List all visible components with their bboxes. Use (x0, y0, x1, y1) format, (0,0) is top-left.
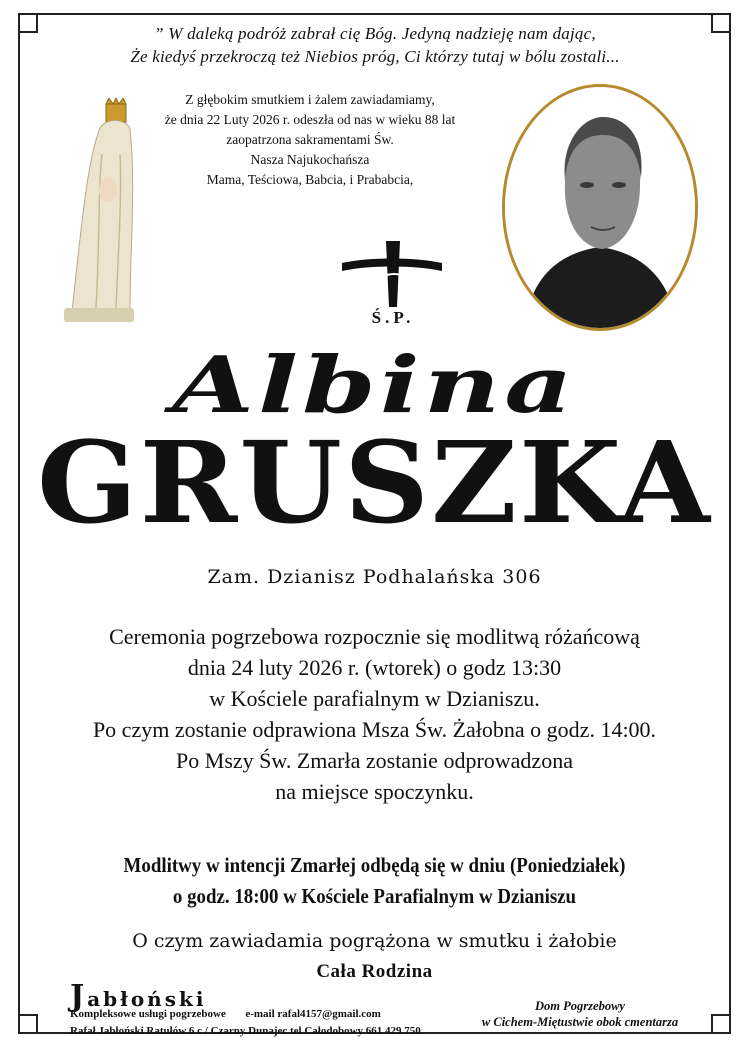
poem-line-2: Że kiedyś przekroczą też Niebios próg, Ci którzy tutaj w bólu zostali... (130, 47, 620, 66)
frame-corner-bottom-left (18, 1014, 38, 1034)
intro-line-2: że dnia 22 Luty 2026 r. odeszła od nas w wieku 88 lat (164, 112, 456, 127)
services-and-email (70, 1007, 450, 1021)
closing-notice: O czym zawiadamia pogrążona w smutku i żałobie (132, 930, 617, 952)
ceremony-line-6: na miejsce spoczynku. (275, 779, 474, 804)
services-text: Kompleksowe usługi pogrzebowe (70, 1008, 226, 1020)
prayer-details (55, 850, 693, 912)
prayers-line-2: o godz. 18:00 w Kościele Parafialnym w Dzianiszu (172, 884, 577, 908)
intro-line-5: Mama, Teściowa, Babcia, i Prababcia, (206, 172, 414, 187)
madonna-statue-icon (58, 98, 138, 324)
ceremony-line-4: Po czym zostanie odprawiona Msza Św. Żałobna o godz. 14:00. (92, 717, 657, 742)
cross-icon (340, 237, 444, 309)
funeral-house-title: Dom Pogrzebowy (535, 999, 625, 1013)
portrait-photo-icon (505, 87, 695, 328)
frame-top-line (30, 13, 719, 15)
intro-line-1: Z głębokim smutkiem i żalem zawiadamiamy, (185, 92, 435, 107)
frame-corner-top-right (711, 13, 731, 33)
deceased-first-name: Albina (172, 340, 577, 431)
deceased-last-name: GRUSZKA (37, 418, 712, 549)
email-text[interactable]: e-mail rafal4157@gmail.com (245, 1008, 381, 1020)
deceased-address: Zam. Dzianisz Podhalańska 306 (207, 566, 542, 588)
sp-abbreviation: Ś.P. (371, 308, 415, 327)
funeral-house-place: w Cichem-Miętustwie obok cmentarza (481, 1015, 679, 1029)
poem-line-1: ” W daleką podróż zabrał cię Bóg. Jedyną nadzieję nam dając, (154, 24, 596, 43)
ceremony-line-2: dnia 24 luty 2026 r. (wtorek) o godz 13:30 (187, 655, 562, 680)
frame-corner-bottom-right (711, 1014, 731, 1034)
funeral-home-address: Rafał Jabłoński Ratułów 6 c / Czarny Dunajec tel Całodobowy 661 429 750 (70, 1025, 421, 1037)
ceremony-line-3: w Kościele parafialnym w Dzianiszu. (209, 686, 540, 711)
intro-line-4: Nasza Najukochańsza (250, 152, 370, 167)
ceremony-line-1: Ceremonia pogrzebowa rozpocznie się modlitwą różańcową (109, 624, 640, 649)
poem (40, 22, 710, 68)
funeral-house-location (455, 998, 705, 1030)
frame-corner-top-left (18, 13, 38, 33)
announcement-intro (150, 90, 470, 190)
closing-family: Cała Rodzina (316, 961, 433, 982)
intro-line-3: zaopatrzona sakramentami Św. (226, 132, 394, 147)
funeral-home-info (70, 979, 450, 1038)
brand-rest: abłoński (87, 987, 207, 1011)
ceremony-line-5: Po Mszy Św. Zmarła zostanie odprowadzona (176, 748, 573, 773)
deceased-portrait (502, 84, 698, 331)
brand-initial: J (70, 979, 88, 1014)
prayers-line-1: Modlitwy w intencji Zmarłej odbędą się w dniu (Poniedziałek) (123, 853, 626, 877)
ceremony-details (20, 621, 729, 807)
